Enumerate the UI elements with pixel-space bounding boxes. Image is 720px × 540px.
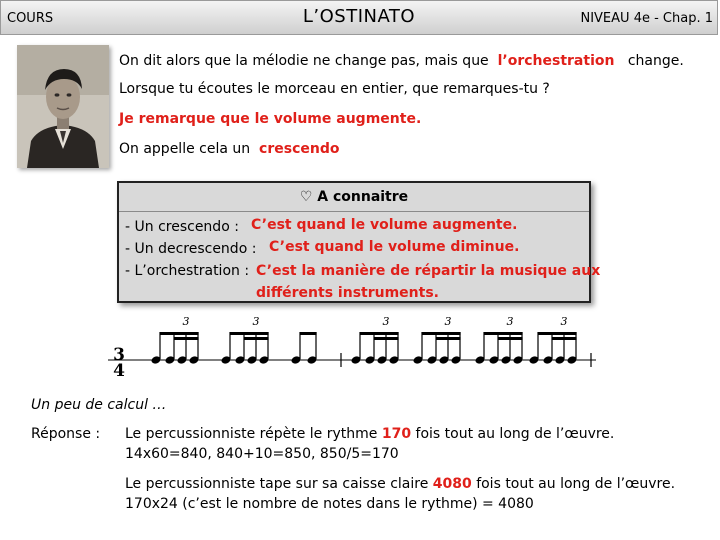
beam <box>538 332 577 335</box>
triplet-number: 3 <box>560 315 568 328</box>
intro-line-1 <box>119 53 684 69</box>
rhythm-notation <box>108 315 603 380</box>
header-bar <box>0 0 718 35</box>
beam-secondary <box>436 337 461 340</box>
beam <box>300 332 317 335</box>
beam-secondary <box>174 337 199 340</box>
calc-text: Le percussionniste tape sur sa caisse claire <box>125 476 429 492</box>
triplet-number: 3 <box>382 315 390 328</box>
time-signature-bottom: 4 <box>113 361 125 380</box>
beam <box>160 332 199 335</box>
repeat-count: 170 <box>381 426 412 442</box>
intro-text: On dit alors que la mélodie ne change pas, mais que <box>119 53 489 69</box>
crescendo-highlight: crescendo <box>259 141 340 157</box>
beam-secondary <box>244 337 269 340</box>
intro-text: On appelle cela un <box>119 141 251 157</box>
definition-box <box>117 181 601 303</box>
calc-line-1 <box>125 426 614 442</box>
intro-line-2: Lorsque tu écoutes le morceau en entier, que remarques-tu ? <box>119 81 550 97</box>
calc-heading: Un peu de calcul … <box>31 397 167 413</box>
beam-secondary <box>552 337 577 340</box>
level-label: NIVEAU 4e - Chap. 1 <box>580 11 713 26</box>
time-signature-top: 3 <box>113 345 125 365</box>
calc-text: Le percussionniste répète le rythme <box>125 426 378 442</box>
answer-line: Je remarque que le volume augmente. <box>119 111 422 127</box>
calc-formula-1: 14x60=840, 840+10=850, 850/5=170 <box>125 446 399 462</box>
calc-text: fois tout au long de l’œuvre. <box>415 426 615 442</box>
triplet-number: 3 <box>252 315 260 328</box>
term-orchestration: - L’orchestration : <box>125 263 250 279</box>
triplet-number: 3 <box>506 315 514 328</box>
beam-secondary <box>498 337 523 340</box>
composer-portrait <box>17 45 109 168</box>
intro-line-4 <box>119 141 339 157</box>
def-crescendo: C’est quand le volume augmente. <box>251 217 518 233</box>
calc-formula-2: 170x24 (c’est le nombre de notes dans le rythme) = 4080 <box>125 496 534 512</box>
triplet-number: 3 <box>444 315 452 328</box>
term-decrescendo: - Un decrescendo : <box>125 241 257 257</box>
beam <box>360 332 399 335</box>
term-crescendo: - Un crescendo : <box>125 219 239 235</box>
beam <box>484 332 523 335</box>
page-title: L’OSTINATO <box>302 6 416 27</box>
def-decrescendo: C’est quand le volume diminue. <box>269 239 520 255</box>
box-title: ♡ A connaitre <box>119 183 589 212</box>
calc-text: fois tout au long de l’œuvre. <box>476 476 676 492</box>
triplet-number: 3 <box>182 315 190 328</box>
calc-line-2 <box>125 476 675 492</box>
intro-text-end: change. <box>627 53 684 69</box>
response-label: Réponse : <box>31 426 101 442</box>
def-orchestration: C’est la manière de répartir la musique aux <box>256 263 601 279</box>
course-label: COURS <box>7 11 54 26</box>
portrait-image <box>17 45 109 168</box>
beam <box>230 332 269 335</box>
def-orchestration-2: différents instruments. <box>256 285 439 301</box>
beam-secondary <box>374 337 399 340</box>
beam <box>422 332 461 335</box>
note-count: 4080 <box>432 476 472 492</box>
orchestration-highlight: l’orchestration <box>497 53 615 69</box>
